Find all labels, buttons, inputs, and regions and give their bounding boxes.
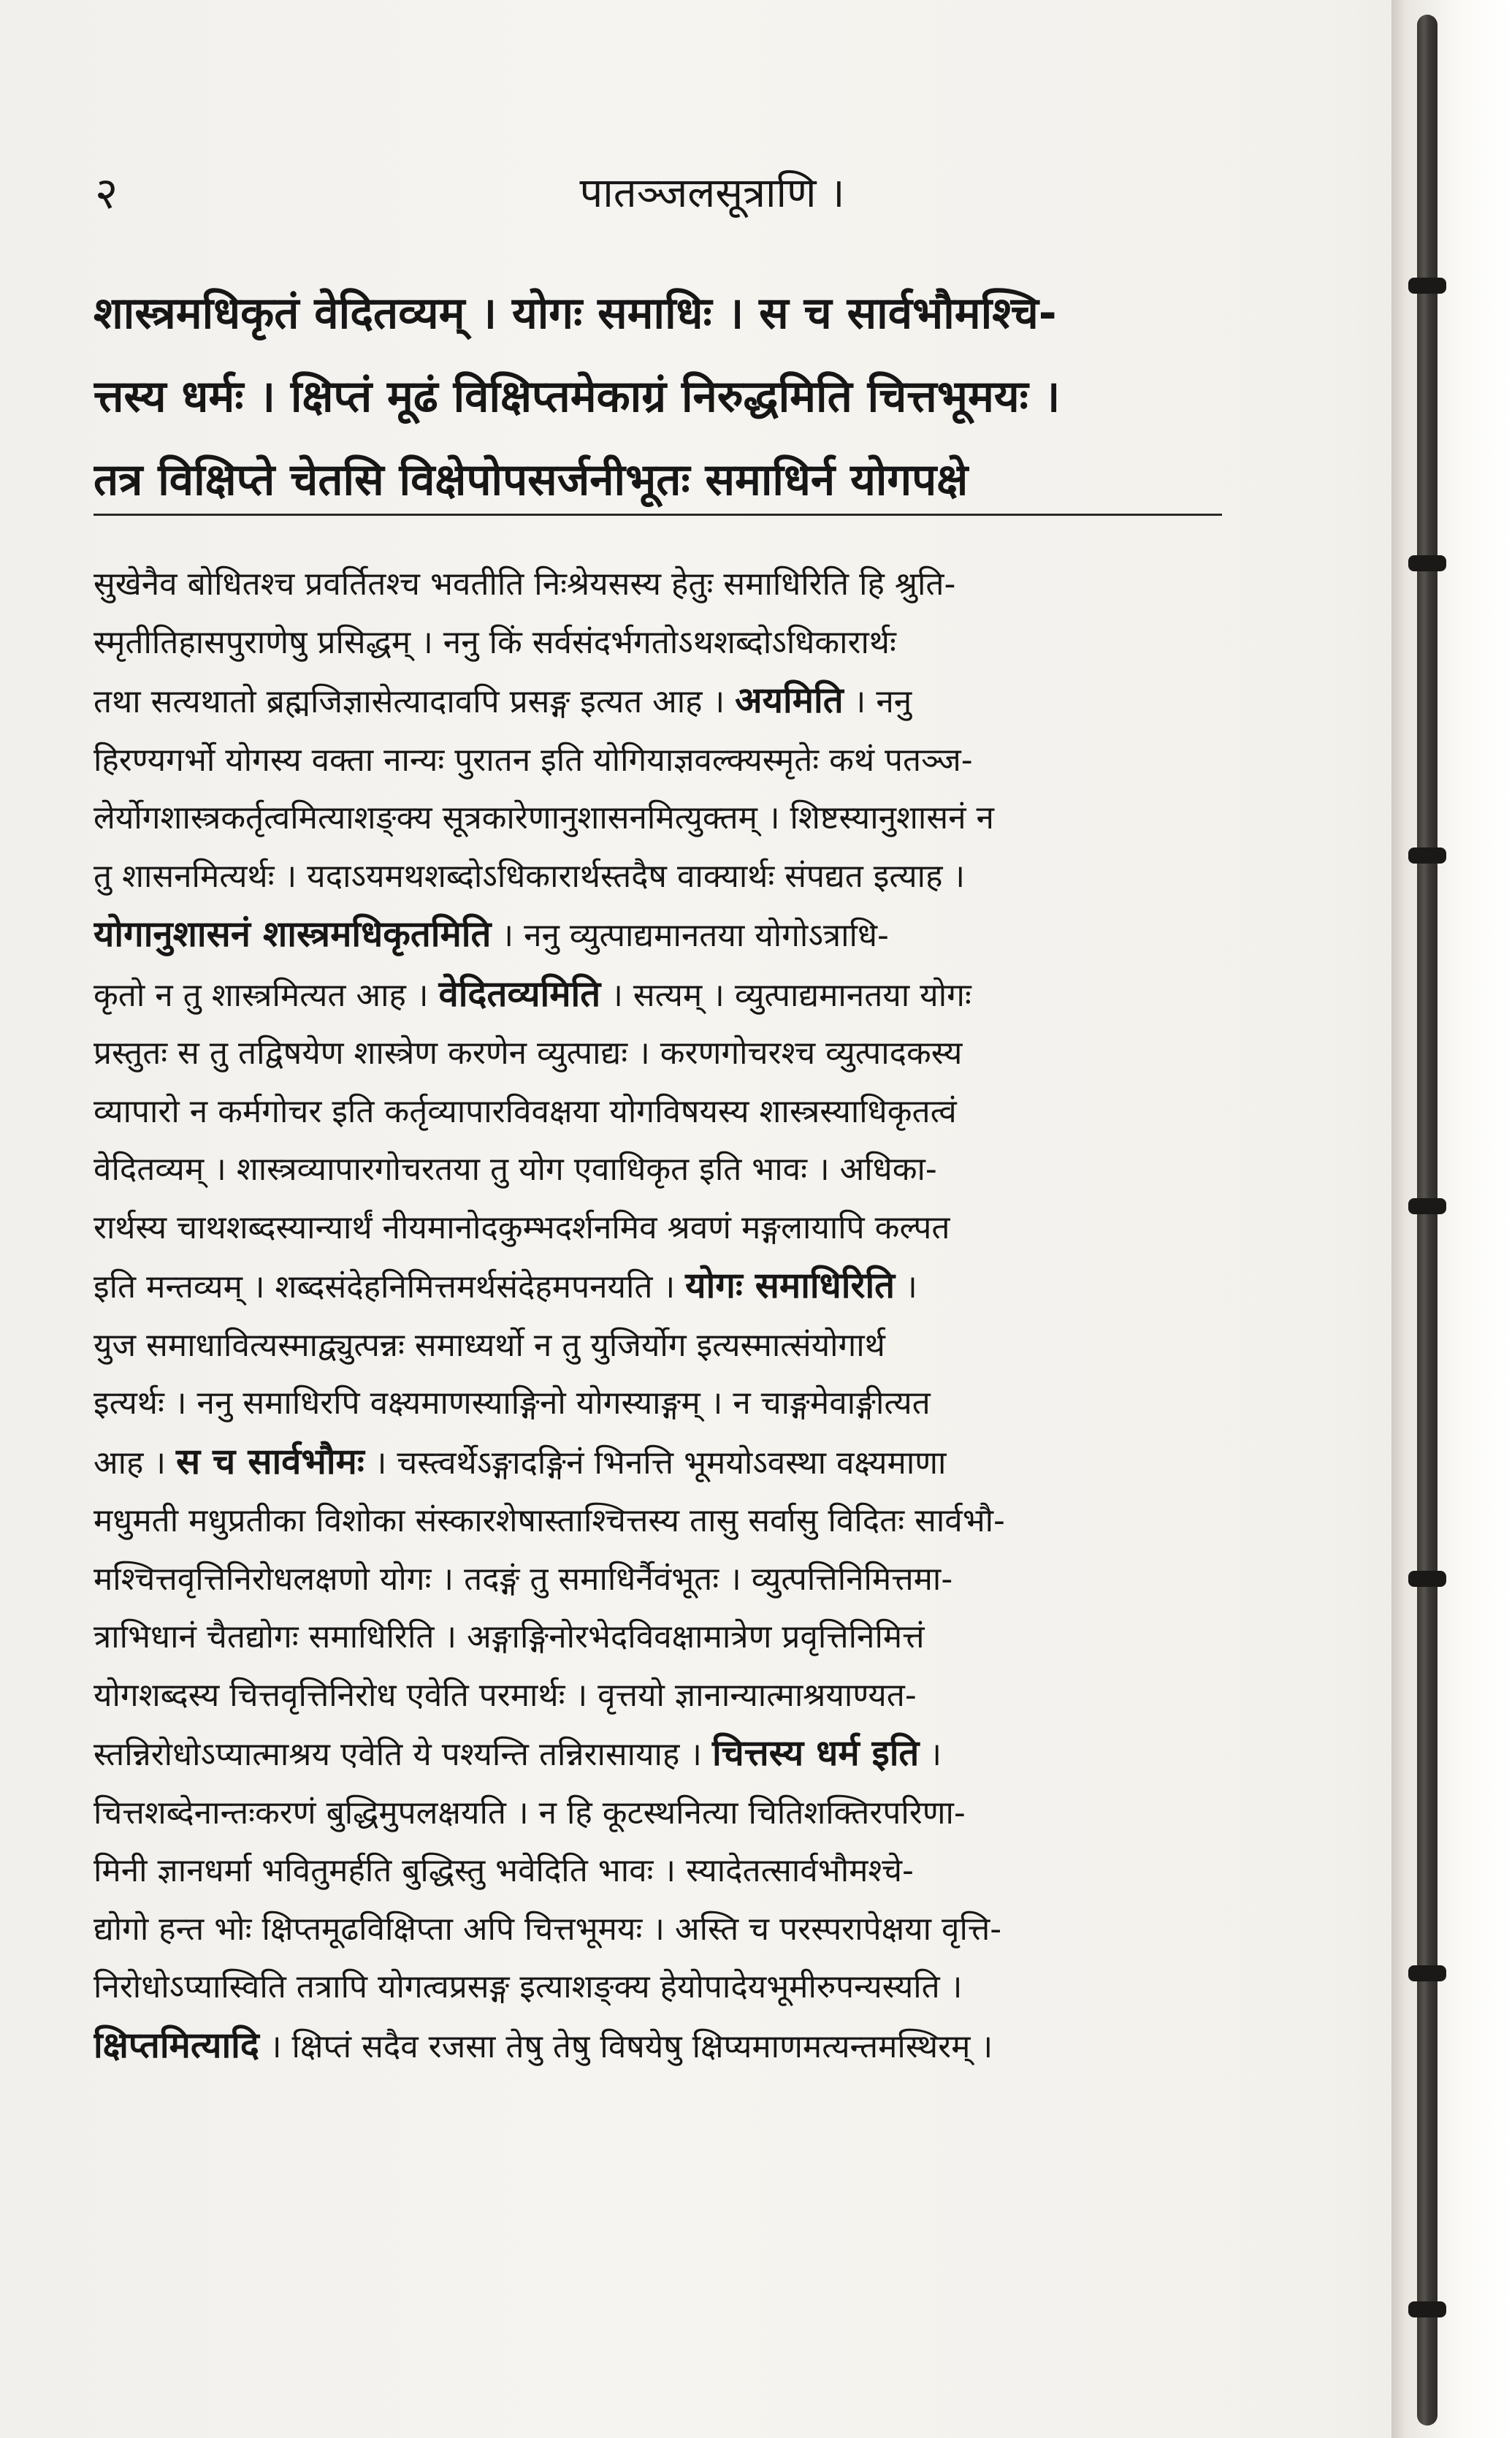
commentary-line: लेर्योगशास्त्रकर्तृत्वमित्याशङ्क्य सूत्रकारेणानुशासनमित्युक्तम् । शिष्टस्यानुशासनं न bbox=[93, 799, 994, 837]
binding-thread bbox=[1417, 15, 1437, 2426]
commentary-text: । bbox=[929, 1736, 942, 1773]
commentary-text: कृतो न तु शास्त्रमित्यत आह । bbox=[93, 976, 429, 1014]
commentary-line: मश्चित्तवृत्तिनिरोधलक्षणो योगः । तदङ्गं तु समाधिर्नैवंभूतः । व्युत्पत्तिनिमित्तमा- bbox=[93, 1560, 953, 1598]
commentary-line: स्मृतीतिहासपुराणेषु प्रसिद्धम् । ननु किं सर्वसंदर्भगतोऽथशब्दोऽधिकारार्थः bbox=[93, 623, 896, 661]
commentary-line bbox=[93, 1724, 1222, 1784]
commentary-text: । सत्यम् । व्युत्पाद्यमानतया योगः bbox=[611, 976, 971, 1014]
commentary-line: त्राभिधानं चैतद्योगः समाधिरिति । अङ्गाङ्गिनोरभेदविवक्षामात्रेण प्रवृत्तिनिमित्तं bbox=[93, 1618, 925, 1656]
binding-knot bbox=[1408, 1571, 1446, 1587]
commentary-line: निरोधोऽप्यास्विति तत्रापि योगत्वप्रसङ्ग इत्याशङ्क्य हेयोपादेयभूमीरुपन्यस्यति । bbox=[93, 1968, 963, 2005]
commentary-line bbox=[93, 2016, 1222, 2076]
pratika-term: स च सार्वभौमः bbox=[176, 1440, 364, 1482]
binding-knot bbox=[1408, 1198, 1446, 1214]
commentary-line: इत्यर्थः । ननु समाधिरपि वक्ष्यमाणस्याङ्गिनो योगस्याङ्गम् । न चाङ्गमेवाङ्गीत्यत bbox=[93, 1384, 931, 1422]
commentary-block bbox=[93, 555, 1222, 2076]
commentary-text: । चस्त्वर्थेऽङ्गादङ्गिनं भिनत्ति भूमयोऽवस्था वक्ष्यमाणा bbox=[374, 1444, 947, 1482]
commentary-text: आह । bbox=[93, 1444, 166, 1482]
running-title-text: पातञ्जलसूत्राणि । bbox=[579, 169, 845, 217]
binding-knot bbox=[1408, 278, 1446, 294]
commentary-line: योगशब्दस्य चित्तवृत्तिनिरोध एवेति परमार्थः । वृत्तयो ज्ञानान्यात्माश्रयाण्यत- bbox=[93, 1676, 917, 1714]
running-title bbox=[0, 168, 1512, 219]
pratika-term: वेदितव्यमिति bbox=[438, 972, 601, 1015]
commentary-line: व्यापारो न कर्मगोचर इति कर्तृव्यापारविवक्षया योगविषयस्य शास्त्रस्याधिकृतत्वं bbox=[93, 1092, 957, 1130]
sutra-line: त्तस्य धर्मः । क्षिप्तं मूढं विक्षिप्तमेकाग्रं निरुद्धमिति चित्तभूमयः । bbox=[93, 371, 1061, 422]
commentary-text: । ननु bbox=[853, 683, 912, 720]
commentary-line: मधुमती मधुप्रतीका विशोका संस्कारशेषास्ताश्चित्तस्य तासु सर्वासु विदितः सार्वभौ- bbox=[93, 1502, 1005, 1539]
commentary-line: वेदितव्यम् । शास्त्रव्यापारगोचरतया तु योग एवाधिकृत इति भावः । अधिका- bbox=[93, 1151, 937, 1188]
commentary-line: मिनी ज्ञानधर्मा भवितुमर्हति बुद्धिस्तु भवेदिति भावः । स्यादेतत्सार्वभौमश्चे- bbox=[93, 1852, 914, 1889]
commentary-line: रार्थस्य चाथशब्दस्यान्यार्थं नीयमानोदकुम्भदर्शनमिव श्रवणं मङ्गलायापि कल्पत bbox=[93, 1208, 950, 1246]
binding-knot bbox=[1408, 1965, 1446, 1981]
binding-knot bbox=[1408, 2301, 1446, 2317]
commentary-line: द्योगो हन्त भोः क्षिप्तमूढविक्षिप्ता अपि चित्तभूमयः । अस्ति च परस्परापेक्षया वृत्ति- bbox=[93, 1910, 1002, 1948]
sutra-line: तत्र विक्षिप्ते चेतसि विक्षेपोपसर्जनीभूतः समाधिर्न योगपक्षे bbox=[93, 454, 969, 506]
commentary-line bbox=[93, 671, 1222, 731]
pratika-term: योगः समाधिरिति bbox=[685, 1265, 896, 1306]
commentary-line: युज समाधावित्यस्माद्व्युत्पन्नः समाध्यर्थो न तु युजिर्योग इत्यस्मात्संयोगार्थ bbox=[93, 1326, 885, 1364]
commentary-line bbox=[93, 1257, 1222, 1317]
commentary-text: स्तन्निरोधोऽप्यात्माश्रय एवेति ये पश्यन्ति तन्निरासायाह । bbox=[93, 1736, 702, 1773]
pratika-term: योगानुशासनं शास्त्रमधिकृतमिति bbox=[93, 913, 492, 955]
section-divider bbox=[93, 514, 1222, 516]
book-spine bbox=[1391, 0, 1512, 2438]
commentary-line: सुखेनैव बोधितश्च प्रवर्तितश्च भवतीति निःश्रेयसस्य हेतुः समाधिरिति हि श्रुति- bbox=[93, 565, 956, 603]
binding-knot bbox=[1408, 847, 1446, 864]
commentary-line bbox=[93, 1433, 1222, 1493]
commentary-line: चित्तशब्देनान्तःकरणं बुद्धिमुपलक्षयति । न हि कूटस्थनित्या चितिशक्तिरपरिणा- bbox=[93, 1794, 966, 1832]
pratika-term: क्षिप्तमित्यादि bbox=[93, 2024, 259, 2066]
commentary-text: । bbox=[905, 1268, 917, 1306]
page-number: २ bbox=[95, 168, 118, 219]
sutra-line: शास्त्रमधिकृतं वेदितव्यम् । योगः समाधिः । स च सार्वभौमश्चि- bbox=[93, 288, 1057, 339]
commentary-text: तथा सत्यथातो ब्रह्मजिज्ञासेत्यादावपि प्रसङ्ग इत्यत आह । bbox=[93, 683, 725, 720]
commentary-line: तु शासनमित्यर्थः । यदाऽयमथशब्दोऽधिकारार्थस्तदैष वाक्यार्थः संपद्यत इत्याह । bbox=[93, 857, 966, 895]
commentary-text: । क्षिप्तं सदैव रजसा तेषु तेषु विषयेषु क्षिप्यमाणमत्यन्तमस्थिरम् । bbox=[269, 2027, 993, 2065]
binding-knot bbox=[1408, 555, 1446, 571]
commentary-text: । ननु व्युत्पाद्यमानतया योगोऽत्राधि- bbox=[501, 917, 889, 954]
commentary-text: इति मन्तव्यम् । शब्दसंदेहनिमित्तमर्थसंदेहमपनयति । bbox=[93, 1268, 676, 1306]
commentary-line bbox=[93, 905, 1222, 965]
sutra-block bbox=[93, 272, 1222, 522]
pratika-term: अयमिति bbox=[735, 679, 844, 721]
commentary-line: हिरण्यगर्भो योगस्य वक्ता नान्यः पुरातन इति योगियाज्ञवल्क्यस्मृतेः कथं पतञ्ज- bbox=[93, 741, 973, 779]
commentary-line: प्रस्तुतः स तु तद्विषयेण शास्त्रेण करणेन व्युत्पाद्यः । करणगोचरश्च व्युत्पादकस्य bbox=[93, 1035, 963, 1072]
pratika-term: चित्तस्य धर्म इति bbox=[711, 1732, 920, 1774]
commentary-line bbox=[93, 965, 1222, 1025]
